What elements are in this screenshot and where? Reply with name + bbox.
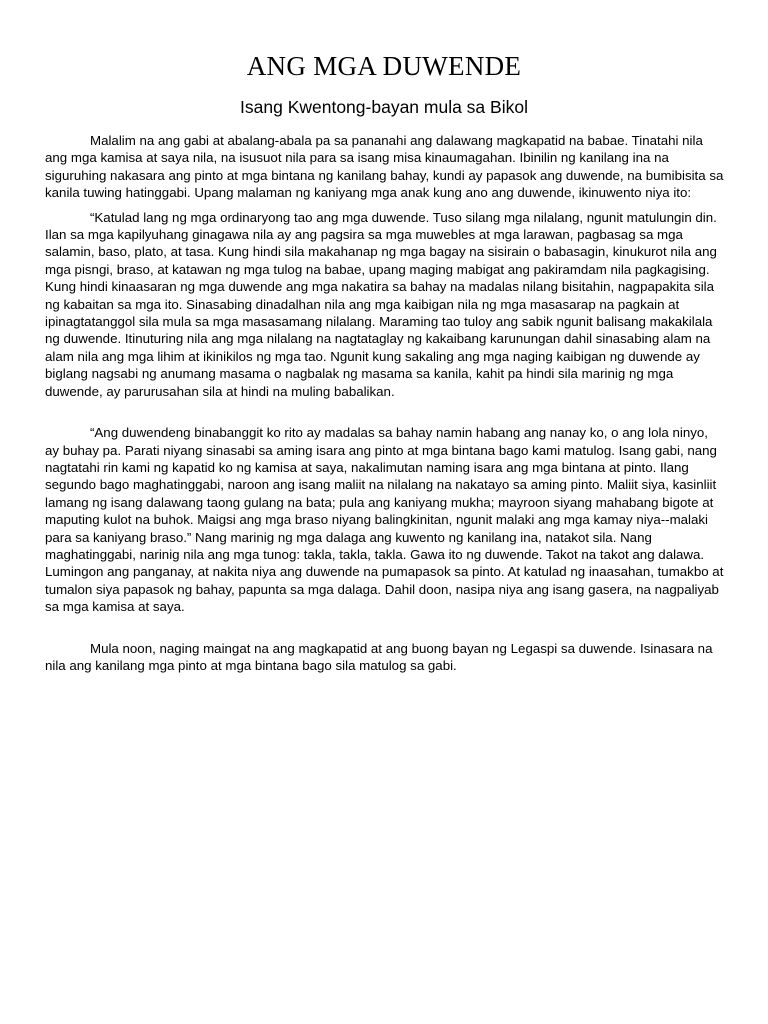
document-title: ANG MGA DUWENDE	[246, 51, 522, 81]
paragraph-conclusion: Mula noon, naging maingat na ang magkapatid at ang buong bayan ng Legaspi sa duwende. Isinasara na nila ang kanilang mga pinto at mga bintana bago sila matulog sa gabi.	[45, 640, 713, 673]
paragraph-mother-story: “Ang duwendeng binabanggit ko rito ay madalas sa bahay namin habang ang nanay ko, o ang lola ninyo, ay buhay pa. Parati niyang sinasabi sa aming isara ang pinto at mga bintana bago kami matulog. Isang gabi, nang nagtatahi rin kami ng kapatid ko ng kamisa at saya, nakalimutan naming isara ang mga bintana at pinto. Ilang segundo bago maghatinggabi, naroon ang isang maliit na nilalang na nakatayo sa aming pinto. Maliit siya, kasinliit lamang ng isang dalawang taong gulang na bata; pula ang kaniyang mukha; mayroon siyang mahabang bigote at maputing kulot na buhok. Maigsi ang mga braso niyang balingkinitan, ngunit malaki ang mga kamay niya--malaki para sa kaniyang braso.” Nang marinig ng mga dalaga ang kuwento ng kanilang ina, natakot sila. Nang maghatinggabi, narinig nila ang mga tunog: takla, takla, takla. Gawa ito ng duwende. Takot na takot ang dalawa. Lumingon ang panganay, at nakita niya ang duwende na pumapasok sa pinto. At katulad ng inaasahan, tumakbo at tumalon siya papasok ng bahay, papunta sa mga dalaga. Dahil doon, nasipa niya ang isang gasera, na nagpaliyab sa mga kamisa at saya.	[45, 425, 724, 615]
story-body	[45, 132, 725, 674]
document-subtitle: Isang Kwentong-bayan mula sa Bikol	[240, 97, 528, 117]
paragraph-spacer	[45, 616, 725, 640]
paragraph-spacer	[45, 202, 725, 209]
paragraph-duwende-description: “Katulad lang ng mga ordinaryong tao ang mga duwende. Tuso silang mga nilalang, ngunit matulungin din. Ilan sa mga kapilyuhang ginagawa nila ay ang pagsira sa mga muwebles at mga larawan, pagbasag sa mga salamin, baso, plato, at tasa. Kung hindi sila makahanap ng mga bagay na sisirain o babasagin, kinukurot nila ang mga pisngi, braso, at katawan ng mga tulog na babae, upang maging mabigat ang pakiramdam nila pagkagising. Kung hindi kinaasaran ng mga duwende ang mga nakatira sa bahay na madalas nilang bisitahin, nagpapakita sila ng kabaitan sa mga ito. Sinasabing dinadalhan nila ang mga kaibigan nila ng mga masasarap na pagkain at ipinagtatanggol sila mula sa mga masasamang nilalang. Maraming tao tuloy ang sabik ngunit balisang makakilala ng duwende. Itinuturing nila ang mga nilalang na nagtataglay ng kakaibang karunungan dahil sinasabing alam na alam nila ang mga lihim at ikinikilos ng mga tao. Ngunit kung sakaling ang mga naging kaibigan ng duwende ay biglang nagsabi ng anumang masama o nagbalak ng masama sa kanila, kahit pa hindi sila marinig ng mga duwende, ay parurusahan sila at hindi na muling babalikan.	[45, 209, 717, 399]
paragraph-spacer	[45, 400, 725, 424]
paragraph-intro: Malalim na ang gabi at abalang-abala pa sa pananahi ang dalawang magkapatid na babae. Tinatahi nila ang mga kamisa at saya nila, na isusuot nila para sa isang misa kinaumagahan. Ibinilin ng kanilang ina na siguruhing nakasara ang pinto at mga bintana ng kanilang bahay, kundi ay papasok ang duwende, na bumibisita sa kanila tuwing hatinggabi. Upang malaman ng kaniyang mga anak kung ano ang duwende, ikinuwento niya ito:	[45, 133, 724, 201]
